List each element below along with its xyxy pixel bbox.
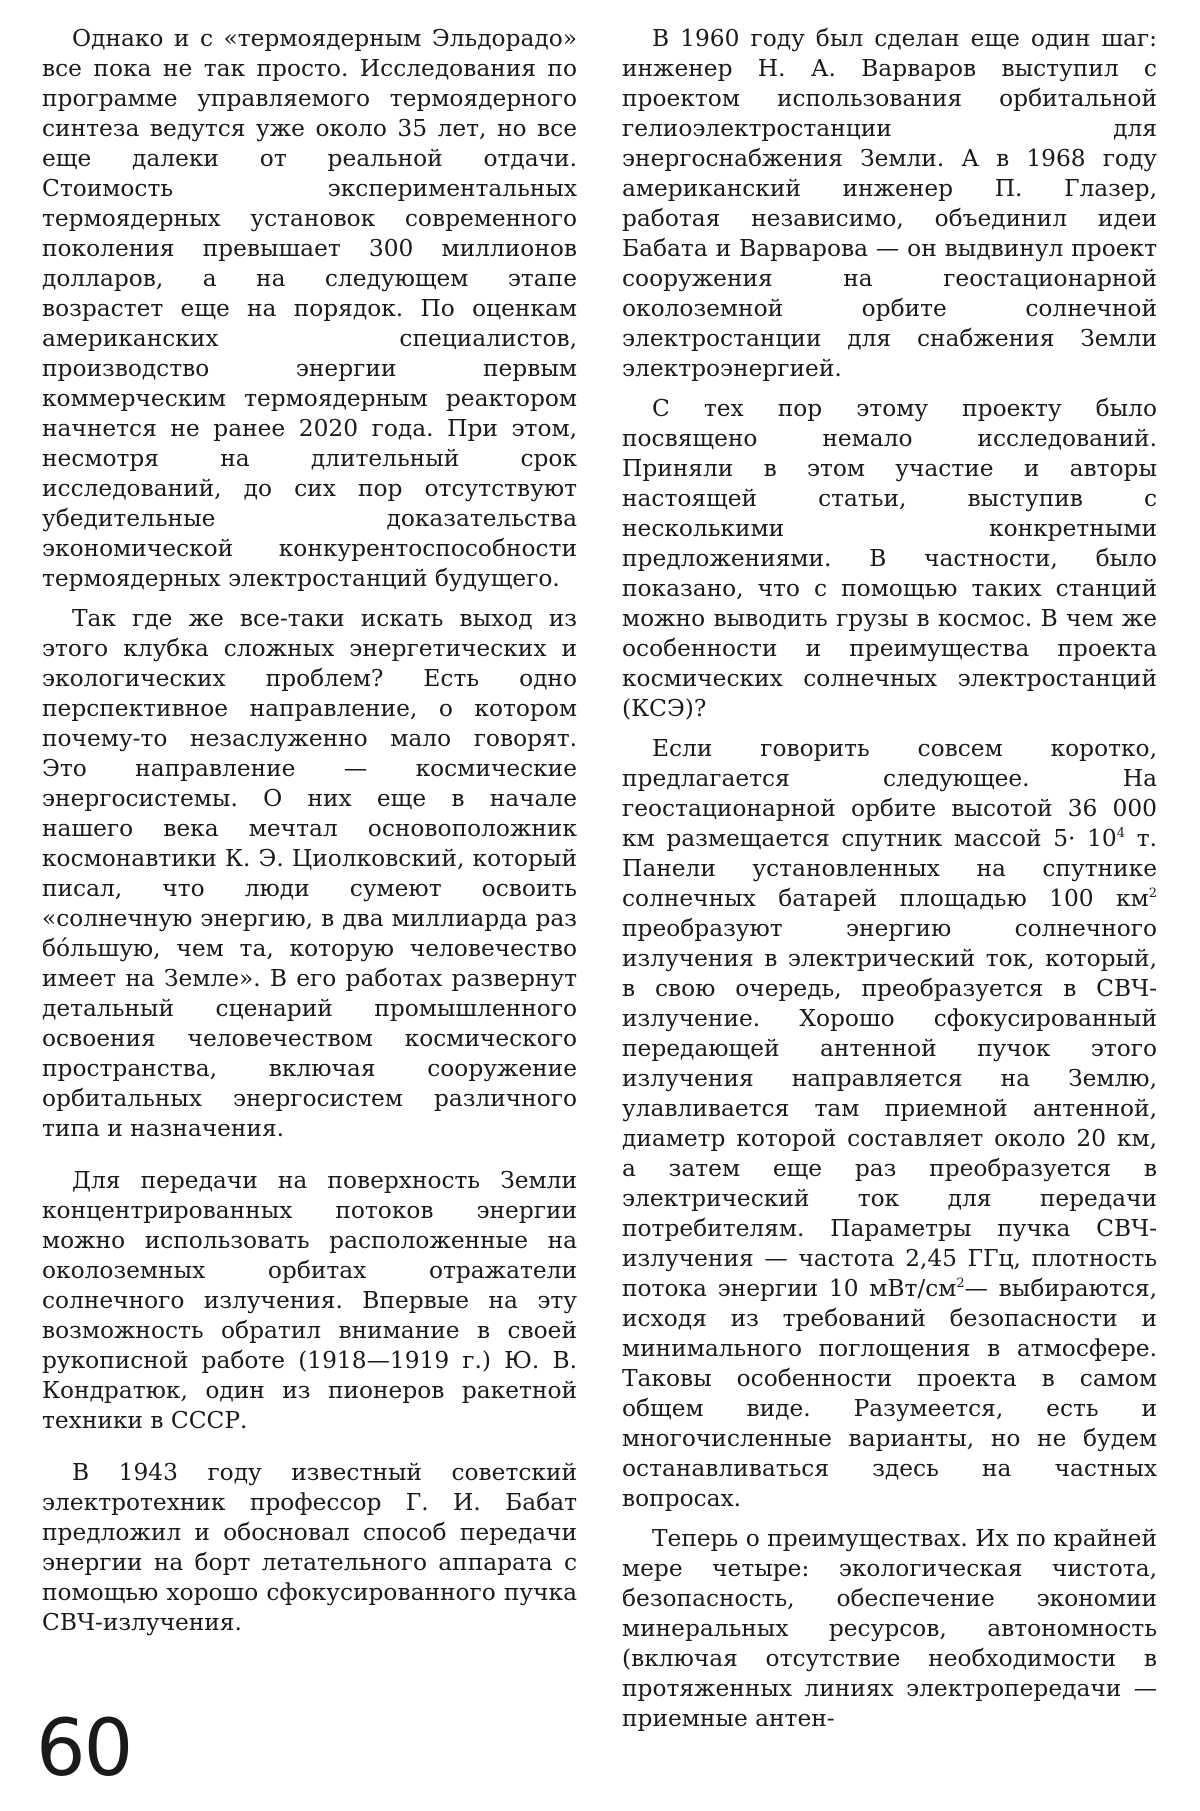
exponent-flux: 2 [956, 1276, 965, 1291]
right-paragraph-3 [622, 734, 1157, 1514]
right-paragraph-1: В 1960 году был сделан еще один шаг: инженер Н. А. Варваров выступил с проектом использования орбитальной гелиоэлектростанции для энергоснабжения Земли. А в 1968 году американский инженер П. Глазер, работая независимо, объединил идеи Бабата и Варварова — он выдвинул проект сооружения на геостационарной околоземной орбите солнечной электростанции для снабжения Земли электроэнергией. [622, 25, 1157, 382]
exponent-mass: 4 [1116, 826, 1126, 841]
right-paragraph-2: С тех пор этому проекту было посвящено немало исследований. Приняли в этом участие и авторы настоящей статьи, выступив с несколькими конкретными предложениями. В частности, было показано, что с помощью таких станций можно выводить грузы в космос. В чем же особенности и преимущества проекта космических солнечных электростанций (КСЭ)? [622, 395, 1157, 722]
page-number: 60 [36, 1704, 132, 1794]
right-paragraph-3-part-a: Если говорить совсем коротко, предлагается следующее. На геостационарной орбите высотой 36 000 км размещается спутник массой 5· 10 [622, 735, 1157, 852]
left-paragraph-2: Так где же все-таки искать выход из этого клубка сложных энергетических и экологических проблем? Есть одно перспективное направление, о котором почему-то незаслуженно мало говорят. Это направление — космические энергосистемы. О них еще в начале нашего века мечтал основоположник космонавтики К. Э. Циолковский, который писал, что люди сумеют освоить «солнечную энергию, в два миллиарда раз бóльшую, чем та, которую человечество имеет на Земле». В его работах развернут детальный сценарий промышленного освоения человечеством космического пространства, включая сооружение орбитальных энергосистем различного типа и назначения. [42, 605, 577, 1142]
exponent-area: 2 [1148, 886, 1157, 901]
right-column [622, 24, 1157, 1744]
left-paragraph-4: В 1943 году известный советский электротехник профессор Г. И. Бабат предложил и обосновал способ передачи энергии на борт летательного аппарата с помощью хорошо сфокусированного пучка СВЧ-излучения. [42, 1459, 577, 1636]
left-paragraph-1: Однако и с «термоядерным Эльдорадо» все пока не так просто. Исследования по программе управляемого термоядерного синтеза ведутся уже около 35 лет, но все еще далеки от реальной отдачи. Стоимость экспериментальных термоядерных установок современного поколения превышает 300 миллионов долларов, а на следующем этапе возрастет еще на порядок. По оценкам американских специалистов, производство энергии первым коммерческим термоядерным реактором начнется не ранее 2020 года. При этом, несмотря на длительный срок исследований, до сих пор отсутствуют убедительные доказательства экономической конкурентоспособности термоядерных электростанций будущего. [42, 25, 577, 592]
right-paragraph-4: Теперь о преимуществах. Их по крайней мере четыре: экологическая чистота, безопасность, обеспечение экономии минеральных ресурсов, автономность (включая отсутствие необходимости в протяженных линиях электропередачи — приемные антен- [622, 1525, 1157, 1732]
right-paragraph-3-part-b: т. Панели установленных на спутнике солнечных батарей площадью 100 км [622, 825, 1157, 912]
right-paragraph-3-part-d: — выбираются, исходя из требований безопасности и минимального поглощения в атмосфере. Таковы особенности проекта в самом общем виде. Разумеется, есть и многочисленные варианты, но не будем останавливаться здесь на частных вопросах. [622, 1275, 1157, 1512]
right-paragraph-3-part-c: преобразуют энергию солнечного излучения в электрический ток, который, в свою очередь, преобразуется в СВЧ-излучение. Хорошо сфокусированный передающей антенной пучок этого излучения направляется на Землю, улавливается там приемной антенной, диаметр которой составляет около 20 км, а затем еще раз преобразуется в электрический ток для передачи потребителям. Параметры пучка СВЧ-излучения — частота 2,45 ГГц, плотность потока энергии 10 мВт/см [622, 915, 1157, 1302]
left-column [42, 24, 577, 1648]
left-paragraph-3: Для передачи на поверхность Земли концентрированных потоков энергии можно использовать расположенные на околоземных орбитах отражатели солнечного излучения. Впервые на эту возможность обратил внимание в своей рукописной работе (1918—1919 г.) Ю. В. Кондратюк, один из пионеров ракетной техники в СССР. [42, 1167, 577, 1434]
